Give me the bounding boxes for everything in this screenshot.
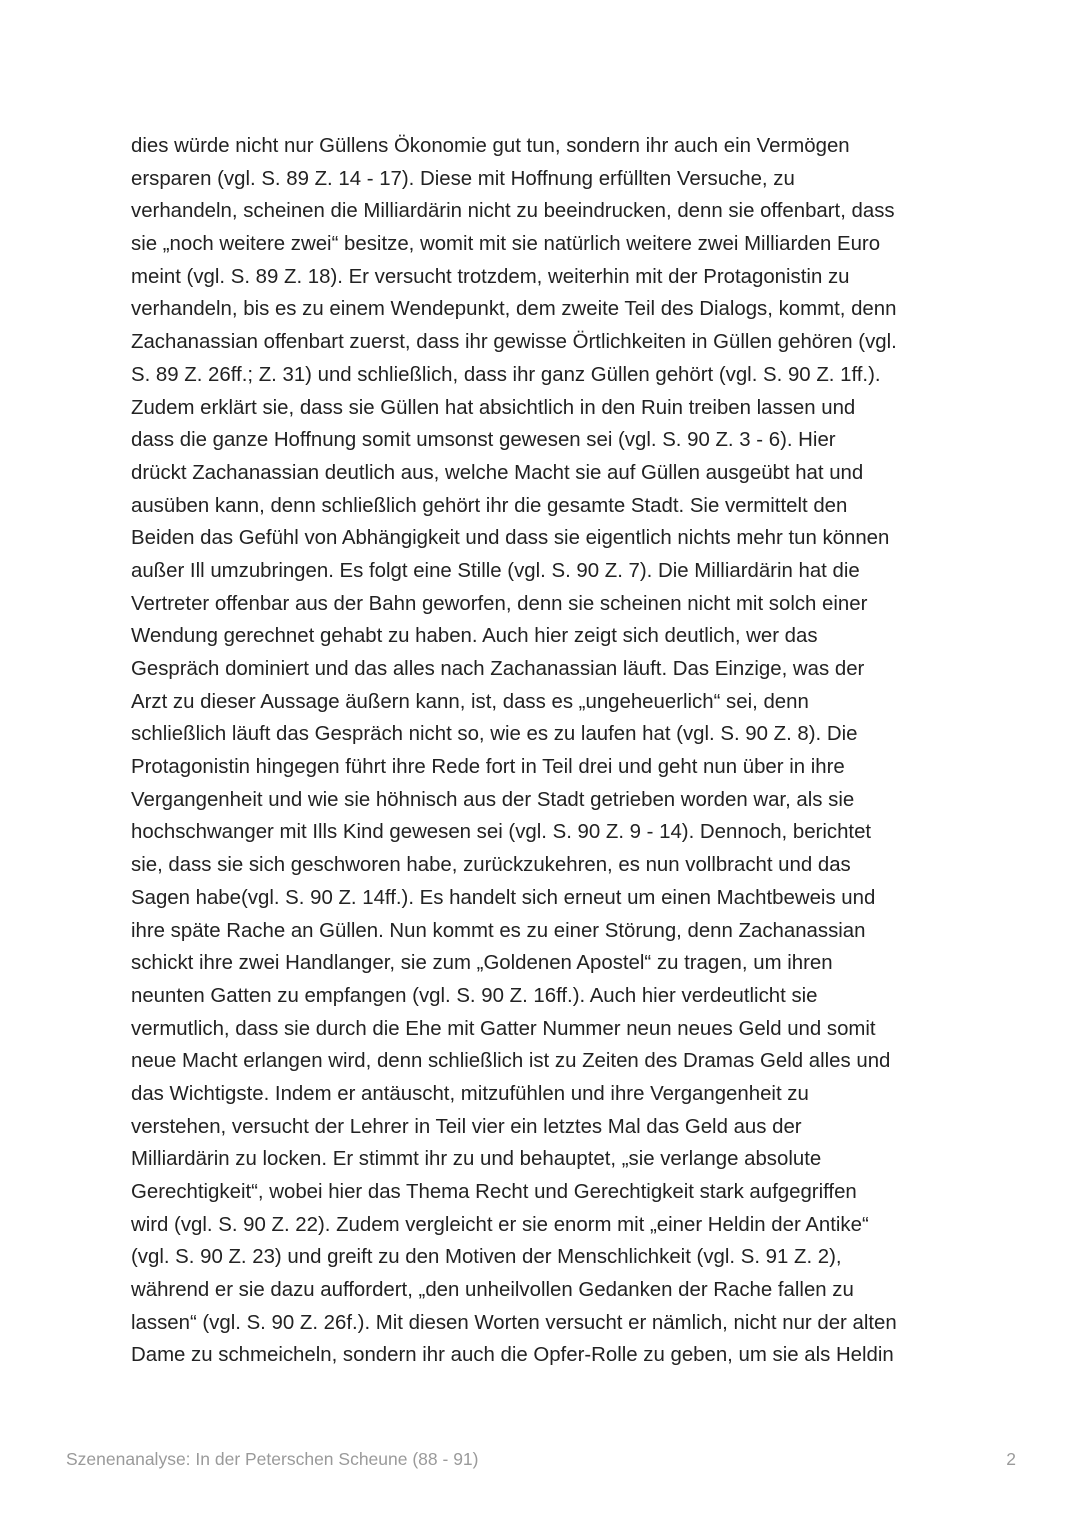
text-line: Gespräch dominiert und das alles nach Zachanassian läuft. Das Einzige, was der — [131, 658, 865, 680]
text-line: wird (vgl. S. 90 Z. 22). Zudem vergleicht er sie enorm mit „einer Heldin der Antike“ — [131, 1213, 869, 1236]
text-line: Wendung gerechnet gehabt zu haben. Auch hier zeigt sich deutlich, wer das — [131, 625, 818, 648]
text-line: meint (vgl. S. 89 Z. 18). Er versucht trotzdem, weiterhin mit der Protagonistin zu — [131, 265, 850, 288]
text-line: neunten Gatten zu empfangen (vgl. S. 90 Z. 16ff.). Auch hier verdeutlicht sie — [131, 984, 818, 1007]
text-line: schickt ihre zwei Handlanger, sie zum „Goldenen Apostel“ zu tragen, um ihren — [131, 952, 833, 975]
text-line: Beiden das Gefühl von Abhängigkeit und dass sie eigentlich nichts mehr tun können — [131, 527, 890, 550]
text-line: ihre späte Rache an Güllen. Nun kommt es zu einer Störung, denn Zachanassian — [131, 919, 866, 942]
text-line: Dame zu schmeicheln, sondern ihr auch die Opfer-Rolle zu geben, um sie als Heldin — [131, 1344, 894, 1367]
text-line: Gerechtigkeit“, wobei hier das Thema Recht und Gerechtigkeit stark aufgegriffen — [131, 1181, 857, 1203]
text-line: vermutlich, dass sie durch die Ehe mit Gatter Nummer neun neues Geld und somit — [131, 1017, 876, 1040]
text-line: verhandeln, scheinen die Milliardärin nicht zu beeindrucken, denn sie offenbart, dass — [131, 200, 895, 223]
text-line: Arzt zu dieser Aussage äußern kann, ist, dass es „ungeheuerlich“ sei, denn — [131, 690, 809, 713]
text-line: dies würde nicht nur Güllens Ökonomie gut tun, sondern ihr auch ein Vermögen — [131, 135, 850, 157]
page-number: 2 — [1006, 1449, 1016, 1469]
text-line: schließlich läuft das Gespräch nicht so, wie es zu laufen hat (vgl. S. 90 Z. 8). Die — [131, 723, 858, 746]
text-line: während er sie dazu auffordert, „den unheilvollen Gedanken der Rache fallen zu — [131, 1279, 854, 1302]
text-line: sie „noch weitere zwei“ besitze, womit mit sie natürlich weitere zwei Milliarden Euro — [131, 233, 881, 256]
text-line: drückt Zachanassian deutlich aus, welche Macht sie auf Güllen ausgeübt hat und — [131, 461, 864, 484]
text-line: Vergangenheit und wie sie höhnisch aus der Stadt getrieben worden war, als sie — [131, 788, 855, 811]
body-text — [131, 130, 971, 1372]
text-line: ersparen (vgl. S. 89 Z. 14 - 17). Diese mit Hoffnung erfüllten Versuche, zu — [131, 167, 795, 190]
footer-title: Szenenanalyse: In der Peterschen Scheune (88 - 91) — [66, 1449, 479, 1469]
text-line: neue Macht erlangen wird, denn schließlich ist zu Zeiten des Dramas Geld alles und — [131, 1050, 891, 1073]
text-line: S. 89 Z. 26ff.; Z. 31) und schließlich, dass ihr ganz Güllen gehört (vgl. S. 90 Z. 1ff.). — [131, 363, 881, 386]
text-line: lassen“ (vgl. S. 90 Z. 26f.). Mit diesen Worten versucht er nämlich, nicht nur der alten — [131, 1311, 897, 1334]
text-line: Zachanassian offenbart zuerst, dass ihr gewisse Örtlichkeiten in Güllen gehören (vgl. — [131, 331, 897, 354]
text-line: hochschwanger mit Ills Kind gewesen sei (vgl. S. 90 Z. 9 - 14). Dennoch, berichtet — [131, 821, 872, 844]
text-line: dass die ganze Hoffnung somit umsonst gewesen sei (vgl. S. 90 Z. 3 - 6). Hier — [131, 429, 836, 452]
text-line: das Wichtigste. Indem er antäuscht, mitzufühlen und ihre Vergangenheit zu — [131, 1082, 809, 1105]
text-line: Protagonistin hingegen führt ihre Rede fort in Teil drei und geht nun über in ihre — [131, 756, 845, 779]
text-line: verstehen, versucht der Lehrer in Teil vier ein letztes Mal das Geld aus der — [131, 1115, 802, 1138]
text-line: Sagen habe(vgl. S. 90 Z. 14ff.). Es handelt sich erneut um einen Machtbeweis und — [131, 886, 876, 909]
text-line: außer Ill umzubringen. Es folgt eine Stille (vgl. S. 90 Z. 7). Die Milliardärin hat die — [131, 559, 860, 582]
text-line: Vertreter offenbar aus der Bahn geworfen, denn sie scheinen nicht mit solch einer — [131, 592, 868, 615]
text-line: (vgl. S. 90 Z. 23) und greift zu den Motiven der Menschlichkeit (vgl. S. 91 Z. 2), — [131, 1246, 842, 1269]
text-line: Milliardärin zu locken. Er stimmt ihr zu und behauptet, „sie verlange absolute — [131, 1148, 822, 1171]
text-line: ausüben kann, denn schließlich gehört ihr die gesamte Stadt. Sie vermittelt den — [131, 494, 848, 517]
text-line: verhandeln, bis es zu einem Wendepunkt, dem zweite Teil des Dialogs, kommt, denn — [131, 298, 897, 321]
text-line: sie, dass sie sich geschworen habe, zurückzukehren, es nun vollbracht und das — [131, 854, 851, 877]
text-line: Zudem erklärt sie, dass sie Güllen hat absichtlich in den Ruin treiben lassen und — [131, 396, 856, 419]
